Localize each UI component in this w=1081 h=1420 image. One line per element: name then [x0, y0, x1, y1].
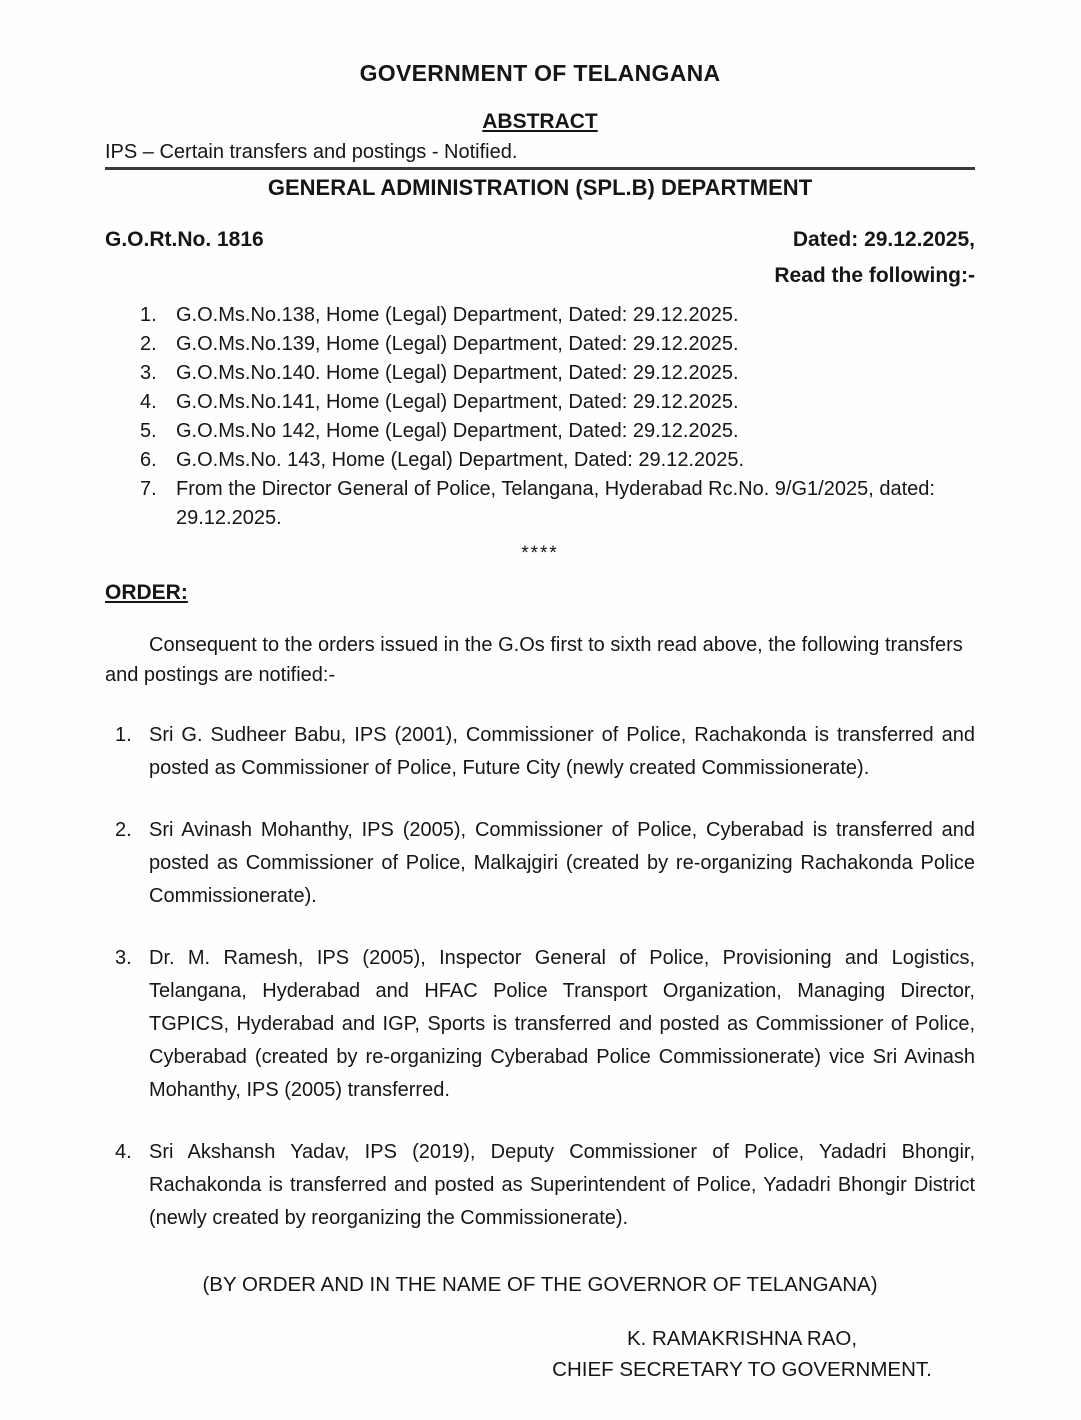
order-intro-paragraph: Consequent to the orders issued in the G.Os first to sixth read above, the following transfers and postings are notified:-: [105, 634, 963, 686]
reference-item: [140, 417, 975, 446]
transfer-text: Sri Avinash Mohanthy, IPS (2005), Commissioner of Police, Cyberabad is transferred and posted as Commissioner of Police, Malkajgiri (created by re-organizing Rachakonda Police Commissionerate).: [149, 819, 975, 907]
abstract-heading: ABSTRACT: [482, 110, 598, 133]
transfer-text: Dr. M. Ramesh, IPS (2005), Inspector General of Police, Provisioning and Logistics, Telangana, Hyderabad and HFAC Police Transport Organization, Managing Director, TGPICS, Hyderabad and IGP, Sports is transferred and posted as Commissioner of Police, Cyberabad (created by re-organizing Cyberabad Police Commissionerate) vice Sri Avinash Mohanthy, IPS (2005) transferred.: [149, 947, 975, 1101]
reference-text: G.O.Ms.No.138, Home (Legal) Department, Dated: 29.12.2025.: [176, 304, 739, 326]
reference-item: [140, 330, 975, 359]
reference-item: [140, 388, 975, 417]
transfer-text: Sri G. Sudheer Babu, IPS (2001), Commissioner of Police, Rachakonda is transferred and posted as Commissioner of Police, Future City (newly created Commissionerate).: [149, 724, 975, 779]
reference-list: [105, 301, 975, 533]
transfer-number: 2.: [115, 819, 132, 841]
date-label: Dated: 29.12.2025,: [792, 228, 975, 251]
closing-authority-line: (BY ORDER AND IN THE NAME OF THE GOVERNOR OF TELANGANA): [202, 1273, 878, 1296]
signature-block: [527, 1323, 957, 1385]
signatory-name: K. RAMAKRISHNA RAO,: [626, 1327, 858, 1350]
signatory-designation: CHIEF SECRETARY TO GOVERNMENT.: [552, 1358, 932, 1381]
transfer-number: 3.: [115, 947, 132, 969]
reference-item: [140, 475, 975, 533]
reference-number: 3.: [140, 362, 157, 384]
reference-text: G.O.Ms.No. 143, Home (Legal) Department, Dated: 29.12.2025.: [176, 449, 745, 471]
reference-item: [140, 446, 975, 475]
reference-text: G.O.Ms.No 142, Home (Legal) Department, Dated: 29.12.2025.: [176, 420, 739, 442]
subject-line: IPS – Certain transfers and postings - Notified.: [105, 141, 975, 170]
reference-number: 2.: [140, 333, 157, 355]
transfer-number: 1.: [115, 724, 132, 746]
reference-text: G.O.Ms.No.141, Home (Legal) Department, Dated: 29.12.2025.: [176, 391, 739, 413]
reference-text: G.O.Ms.No.140. Home (Legal) Department, Dated: 29.12.2025.: [176, 362, 739, 384]
reference-number: 7.: [140, 478, 157, 500]
transfer-list: [105, 719, 975, 1235]
reference-number: 4.: [140, 391, 157, 413]
transfer-number: 4.: [115, 1141, 132, 1163]
separator-stars: ****: [521, 543, 559, 564]
reference-number: 5.: [140, 420, 157, 442]
department-heading: GENERAL ADMINISTRATION (SPL.B) DEPARTMENT: [267, 175, 813, 200]
reference-number: 1.: [140, 304, 157, 326]
reference-number: 6.: [140, 449, 157, 471]
reference-text: G.O.Ms.No.139, Home (Legal) Department, Dated: 29.12.2025.: [176, 333, 739, 355]
reference-item: [140, 301, 975, 330]
reference-item: [140, 359, 975, 388]
go-number-row: [105, 228, 975, 252]
transfer-item: [115, 942, 975, 1107]
reference-text: From the Director General of Police, Telangana, Hyderabad Rc.No. 9/G1/2025, dated: 29.12.2025.: [176, 478, 935, 529]
transfer-item: [115, 719, 975, 785]
transfer-text: Sri Akshansh Yadav, IPS (2019), Deputy Commissioner of Police, Yadadri Bhongir, Rachakonda is transferred and posted as Superintendent of Police, Yadadri Bhongir District (newly created by reorganizing the Commissionerate).: [149, 1141, 975, 1229]
order-heading: ORDER:: [105, 581, 188, 604]
transfer-item: [115, 814, 975, 913]
go-number: G.O.Rt.No. 1816: [105, 228, 264, 251]
document-title: GOVERNMENT OF TELANGANA: [359, 60, 721, 86]
transfer-item: [115, 1136, 975, 1235]
read-following-label: Read the following:-: [774, 264, 975, 287]
